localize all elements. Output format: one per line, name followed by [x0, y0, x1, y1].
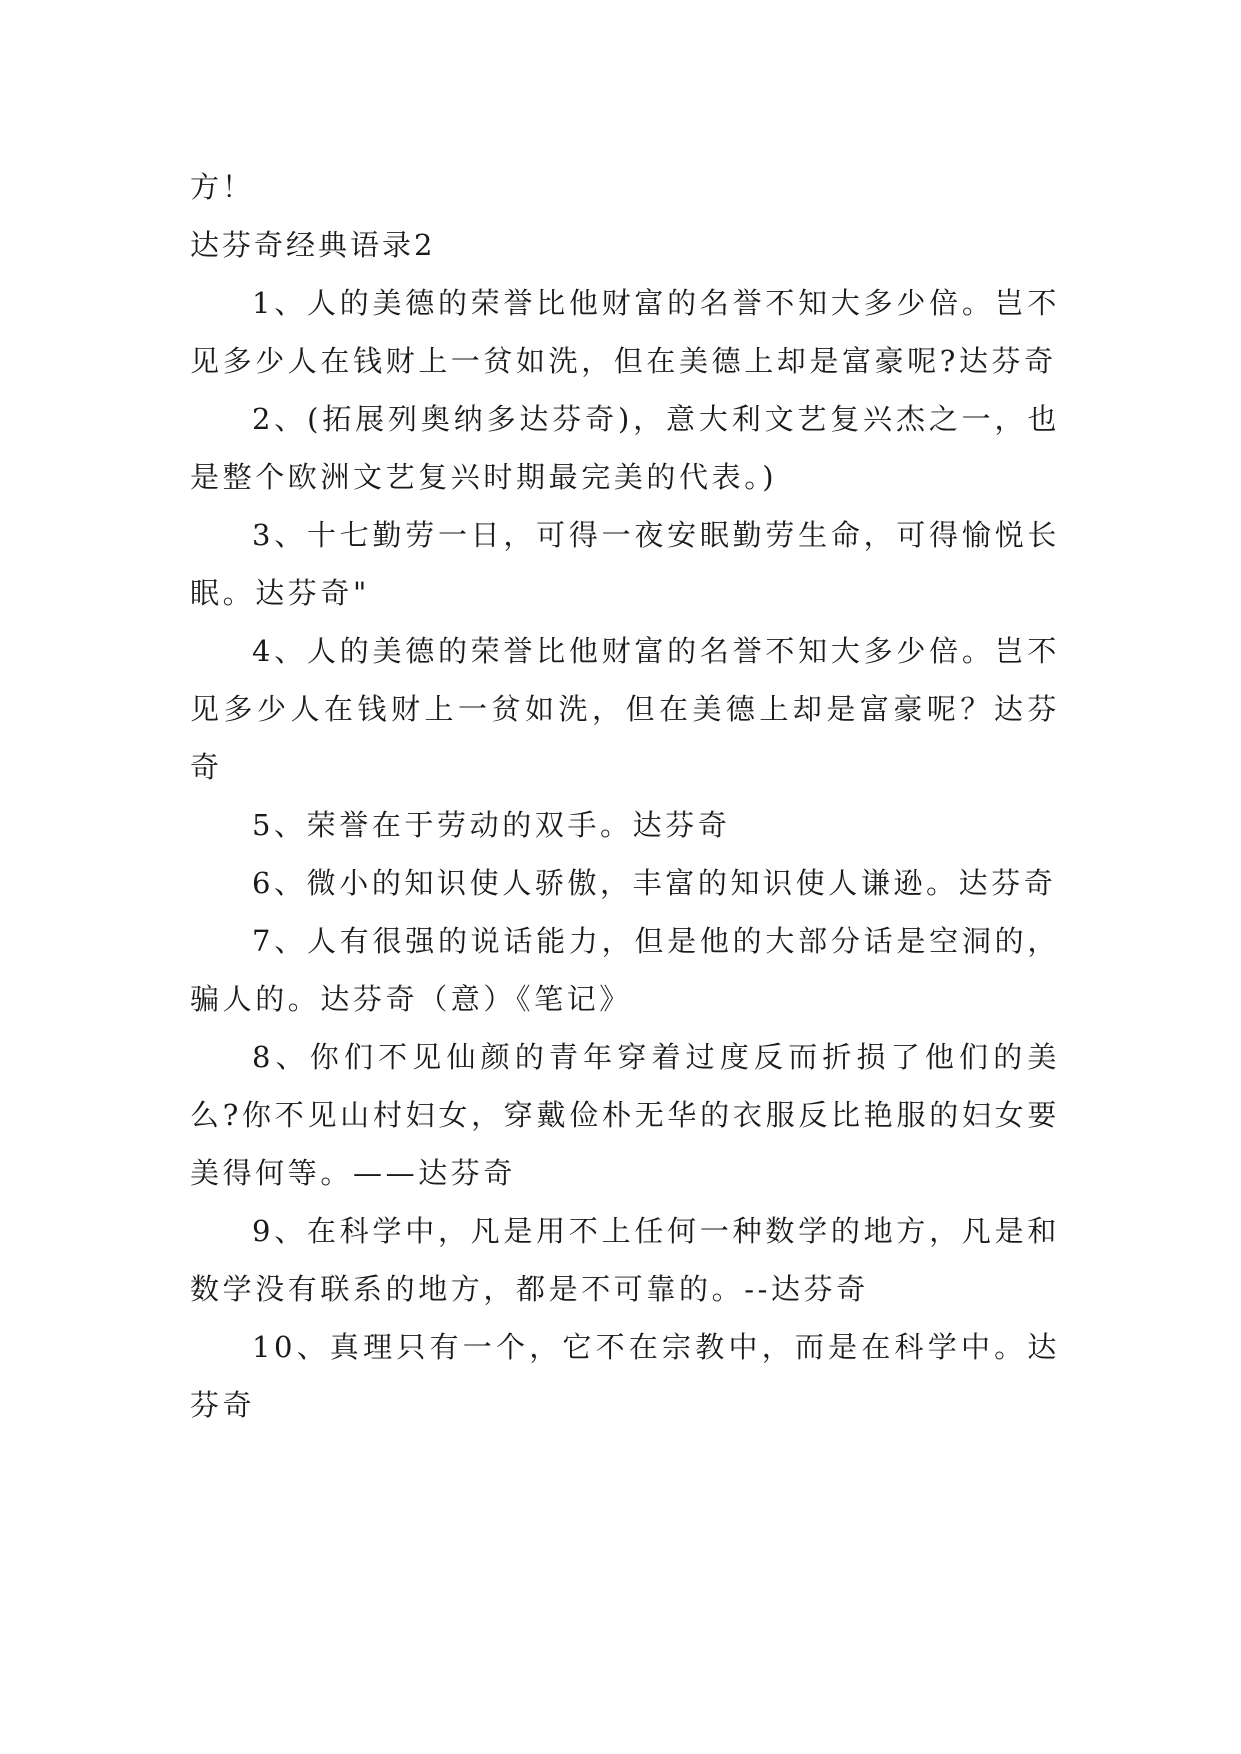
quote-8: 8、你们不见仙颜的青年穿着过度反而折损了他们的美么?你不见山村妇女，穿戴俭朴无华的衣服反比艳服的妇女要美得何等。——达芬奇 [190, 1040, 1060, 1190]
quote-5: 5、荣誉在于劳动的双手。达芬奇 [252, 808, 731, 842]
document-page [190, 158, 1060, 1434]
quote-1: 1、人的美德的荣誉比他财富的名誉不知大多少倍。岂不见多少人在钱财上一贫如洗，但在美德上却是富豪呢?达芬奇 [190, 286, 1060, 378]
quote-10: 10、真理只有一个，它不在宗教中，而是在科学中。达芬奇 [190, 1330, 1060, 1422]
quote-7: 7、人有很强的说话能力，但是他的大部分话是空洞的，骗人的。达芬奇（意）《笔记》 [190, 924, 1060, 1016]
quote-2: 2、(拓展列奥纳多达芬奇)，意大利文艺复兴杰之一，也是整个欧洲文艺复兴时期最完美的代表。) [190, 402, 1060, 494]
quote-4: 4、人的美德的荣誉比他财富的名誉不知大多少倍。岂不见多少人在钱财上一贫如洗，但在美德上却是富豪呢？达芬奇 [190, 634, 1060, 784]
quote-9: 9、在科学中，凡是用不上任何一种数学的地方，凡是和数学没有联系的地方，都是不可靠的。--达芬奇 [190, 1214, 1060, 1306]
carryover-text: 方！ [190, 170, 255, 204]
section-heading: 达芬奇经典语录2 [190, 228, 436, 262]
quote-3: 3、十七勤劳一日，可得一夜安眠勤劳生命，可得愉悦长眠。达芬奇" [190, 518, 1060, 610]
quote-6: 6、微小的知识使人骄傲，丰富的知识使人谦逊。达芬奇 [252, 866, 1057, 900]
